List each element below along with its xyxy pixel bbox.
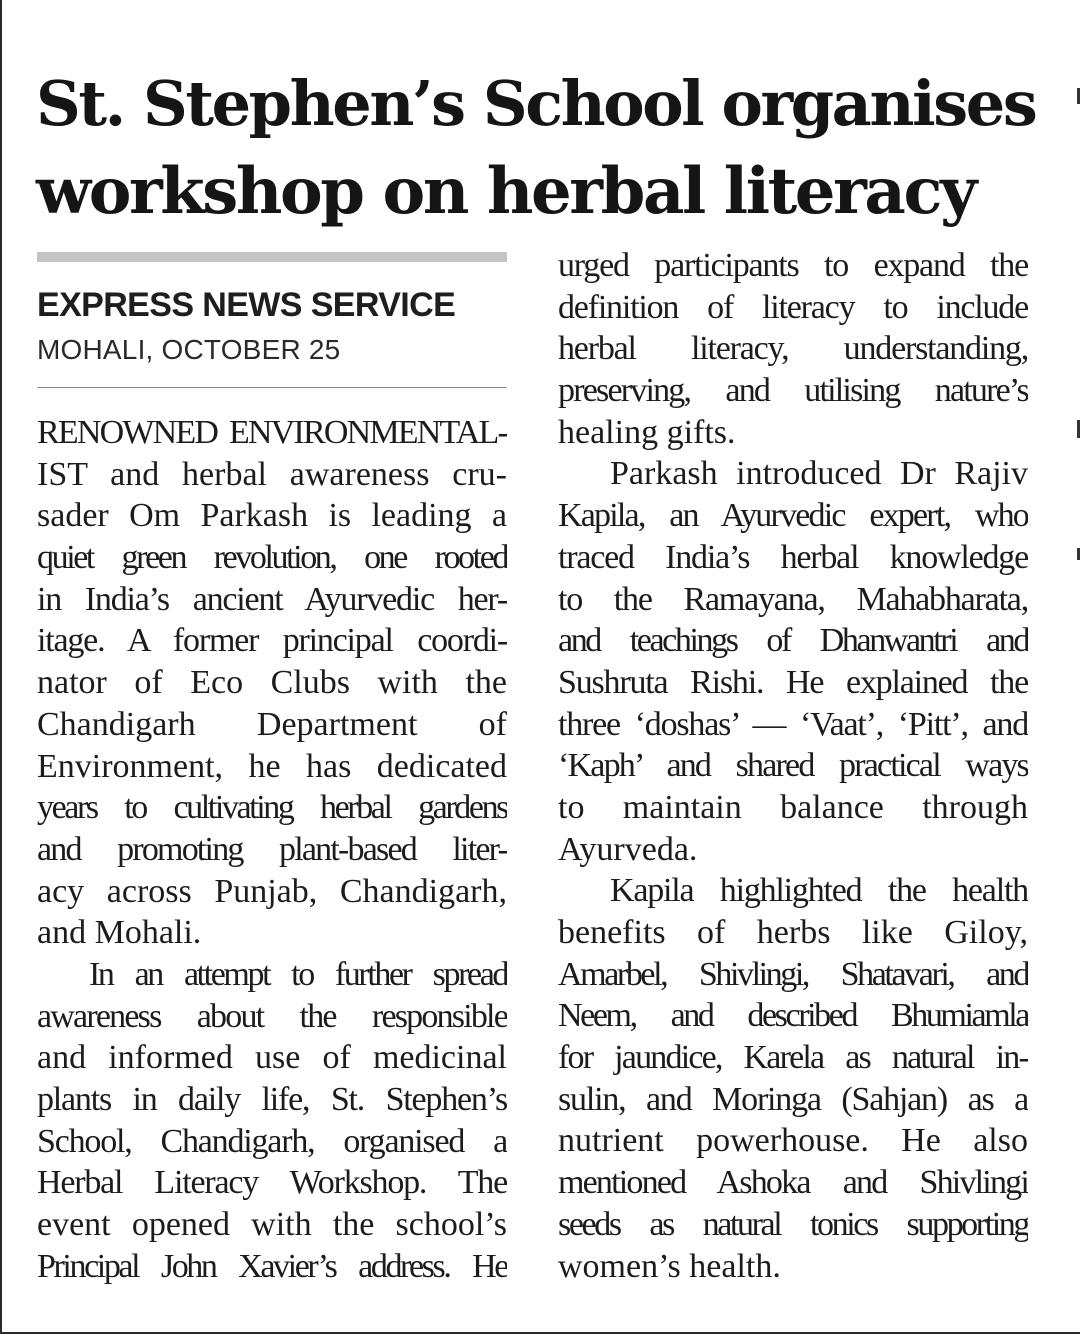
body-line: Principal John Xavier’s address. He [37,1247,507,1285]
body-line: herbal literacy, understanding, [558,330,1028,368]
body-line: In an attempt to further spread [89,955,507,993]
body-line: Neem, and described Bhumiamla [558,997,1028,1035]
byline-top-rule [37,252,507,262]
body-line: preserving, and utilising nature’s [558,372,1028,410]
body-line: sader Om Parkash is leading a [37,497,507,535]
body-line: quiet green revolution, one rooted [37,539,507,577]
page-frame-left-border [0,0,2,1334]
body-line: Parkash introduced Dr Rajiv [610,455,1028,493]
body-line: awareness about the responsible [37,997,507,1035]
body-line: to maintain balance through [558,788,1028,826]
body-line: to the Ramayana, Mahabharata, [558,580,1028,618]
body-line: Sushruta Rishi. He explained the [558,663,1028,701]
body-line: itage. A former principal coordi- [37,622,507,660]
article-body-right-column [558,245,1028,1287]
body-line: and promoting plant-based liter- [37,830,507,868]
body-line: seeds as natural tonics supporting [558,1205,1028,1243]
body-line: definition of literacy to include [558,288,1028,326]
body-line: and teachings of Dhanwantri and [558,622,1028,660]
body-line: healing gifts. [558,413,736,451]
body-line: women’s health. [558,1247,781,1285]
body-line: Chandigarh Department of [37,705,507,743]
body-line: three ‘doshas’ — ‘Vaat’, ‘Pitt’, and [558,705,1028,743]
body-line: ‘Kaph’ and shared practical ways [558,747,1028,785]
body-line: acy across Punjab, Chandigarh, [37,872,507,910]
body-line: event opened with the school’s [37,1206,507,1244]
body-line: in India’s ancient Ayurvedic her- [37,580,507,618]
headline-line: St. Stephen’s School organises [36,67,1036,140]
body-line: Kapila highlighted the health [610,872,1028,910]
headline-line: workshop on herbal literacy [36,154,975,229]
body-line: urged participants to expand the [558,247,1028,284]
article-body-left-column [37,412,507,1287]
body-line: nutrient powerhouse. He also [558,1122,1028,1160]
body-line: nator of Eco Clubs with the [37,664,507,702]
body-line: and informed use of medicinal [37,1039,507,1077]
body-line: for jaundice, Karela as natural in- [558,1039,1028,1077]
byline: EXPRESS NEWS SERVICE [37,286,456,324]
body-line: years to cultivating herbal gardens [37,789,507,827]
body-line: Amarbel, Shivlingi, Shatavari, and [558,955,1028,993]
body-line: Ayurveda. [558,830,698,868]
body-line: School, Chandigarh, organised a [37,1122,507,1160]
dateline: MOHALI, OCTOBER 25 [37,334,341,365]
body-line: benefits of herbs like Giloy, [558,914,1028,951]
body-line: plants in daily life, St. Stephen’s [37,1081,507,1118]
body-line: and Mohali. [37,914,202,952]
body-line: sulin, and Moringa (Sahjan) as a [558,1080,1028,1118]
body-line: Kapila, an Ayurvedic expert, who [558,497,1028,535]
body-line: mentioned Ashoka and Shivlingi [558,1164,1028,1202]
body-line: Environment, he has dedicated [37,747,507,785]
byline-bottom-rule [37,387,507,388]
body-line: traced India’s herbal knowledge [558,538,1028,576]
article-headline [36,60,1036,236]
body-line: RENOWNED ENVIRONMENTAL- [37,414,507,451]
body-line: IST and herbal awareness cru- [37,455,507,493]
body-line: Herbal Literacy Workshop. The [37,1164,507,1202]
